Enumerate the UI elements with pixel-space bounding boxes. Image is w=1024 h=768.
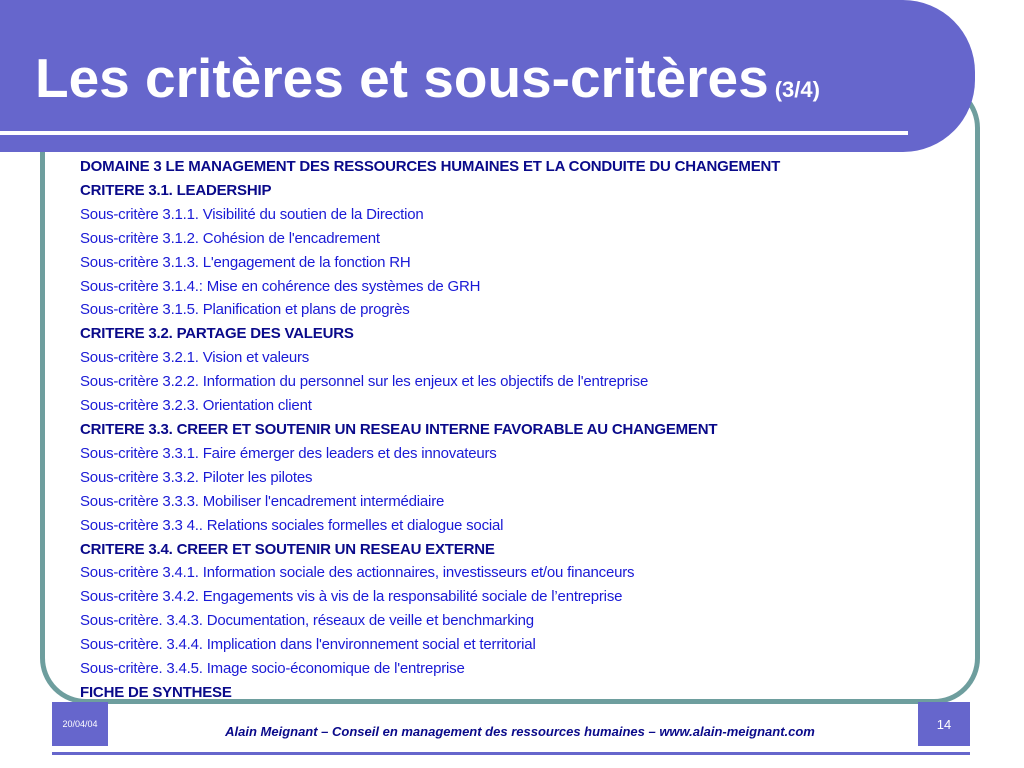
criteria-list [80,155,950,700]
sub-criterion-item: Sous-critère 3.3.2. Piloter les pilotes [80,468,313,486]
sub-criterion-item: Sous-critère 3.1.4.: Mise en cohérence des systèmes de GRH [80,277,481,295]
sub-criterion-item: Sous-critère 3.1.1. Visibilité du soutien de la Direction [80,205,424,223]
footer [0,700,1024,768]
page-number: 14 [918,702,970,746]
footer-divider [52,752,970,755]
sub-criterion-item: Sous-critère 3.3 4.. Relations sociales formelles et dialogue social [80,516,504,534]
sub-criterion-item: Sous-critère 3.2.1. Vision et valeurs [80,349,310,367]
sub-criterion-item: Sous-critère 3.1.5. Planification et plans de progrès [80,301,410,319]
sub-criterion-item: Sous-critère 3.3.1. Faire émerger des leaders et des innovateurs [80,444,497,462]
criterion-heading: CRITERE 3.1. LEADERSHIP [80,181,272,199]
criterion-heading: FICHE DE SYNTHESE [80,683,232,700]
title-bar [0,0,975,152]
slide-title-main: Les critères et sous-critères [35,47,769,109]
footer-text: Alain Meignant – Conseil en management des ressources humaines – www.alain-meignant.com [225,724,815,739]
sub-criterion-item: Sous-critère 3.1.3. L'engagement de la fonction RH [80,253,411,271]
criterion-heading: DOMAINE 3 LE MANAGEMENT DES RESSOURCES HUMAINES ET LA CONDUITE DU CHANGEMENT [80,158,781,175]
sub-criterion-item: Sous-critère 3.4.1. Information sociale des actionnaires, investisseurs et/ou financeurs [80,564,635,582]
sub-criterion-item: Sous-critère 3.2.3. Orientation client [80,397,312,415]
criterion-heading: CRITERE 3.2. PARTAGE DES VALEURS [80,325,354,343]
sub-criterion-item: Sous-critère. 3.4.3. Documentation, réseaux de veille et benchmarking [80,612,534,630]
title-underline [0,131,908,135]
sub-criterion-item: Sous-critère 3.3.3. Mobiliser l'encadrement intermédiaire [80,492,445,510]
criterion-heading: CRITERE 3.3. CREER ET SOUTENIR UN RESEAU INTERNE FAVORABLE AU CHANGEMENT [80,420,718,438]
criterion-heading: CRITERE 3.4. CREER ET SOUTENIR UN RESEAU EXTERNE [80,540,495,558]
sub-criterion-item: Sous-critère 3.4.2. Engagements vis à vis de la responsabilité sociale de l’entreprise [80,588,623,606]
sub-criterion-item: Sous-critère. 3.4.4. Implication dans l'environnement social et territorial [80,636,536,654]
sub-criterion-item: Sous-critère 3.1.2. Cohésion de l'encadrement [80,229,380,247]
slide-title-suffix: (3/4) [774,77,820,102]
slide-title [35,40,820,128]
sub-criterion-item: Sous-critère. 3.4.5. Image socio-économique de l'entreprise [80,660,465,678]
sub-criterion-item: Sous-critère 3.2.2. Information du personnel sur les enjeux et les objectifs de l'entreprise [80,373,649,391]
footer-date: 20/04/04 [52,702,108,746]
